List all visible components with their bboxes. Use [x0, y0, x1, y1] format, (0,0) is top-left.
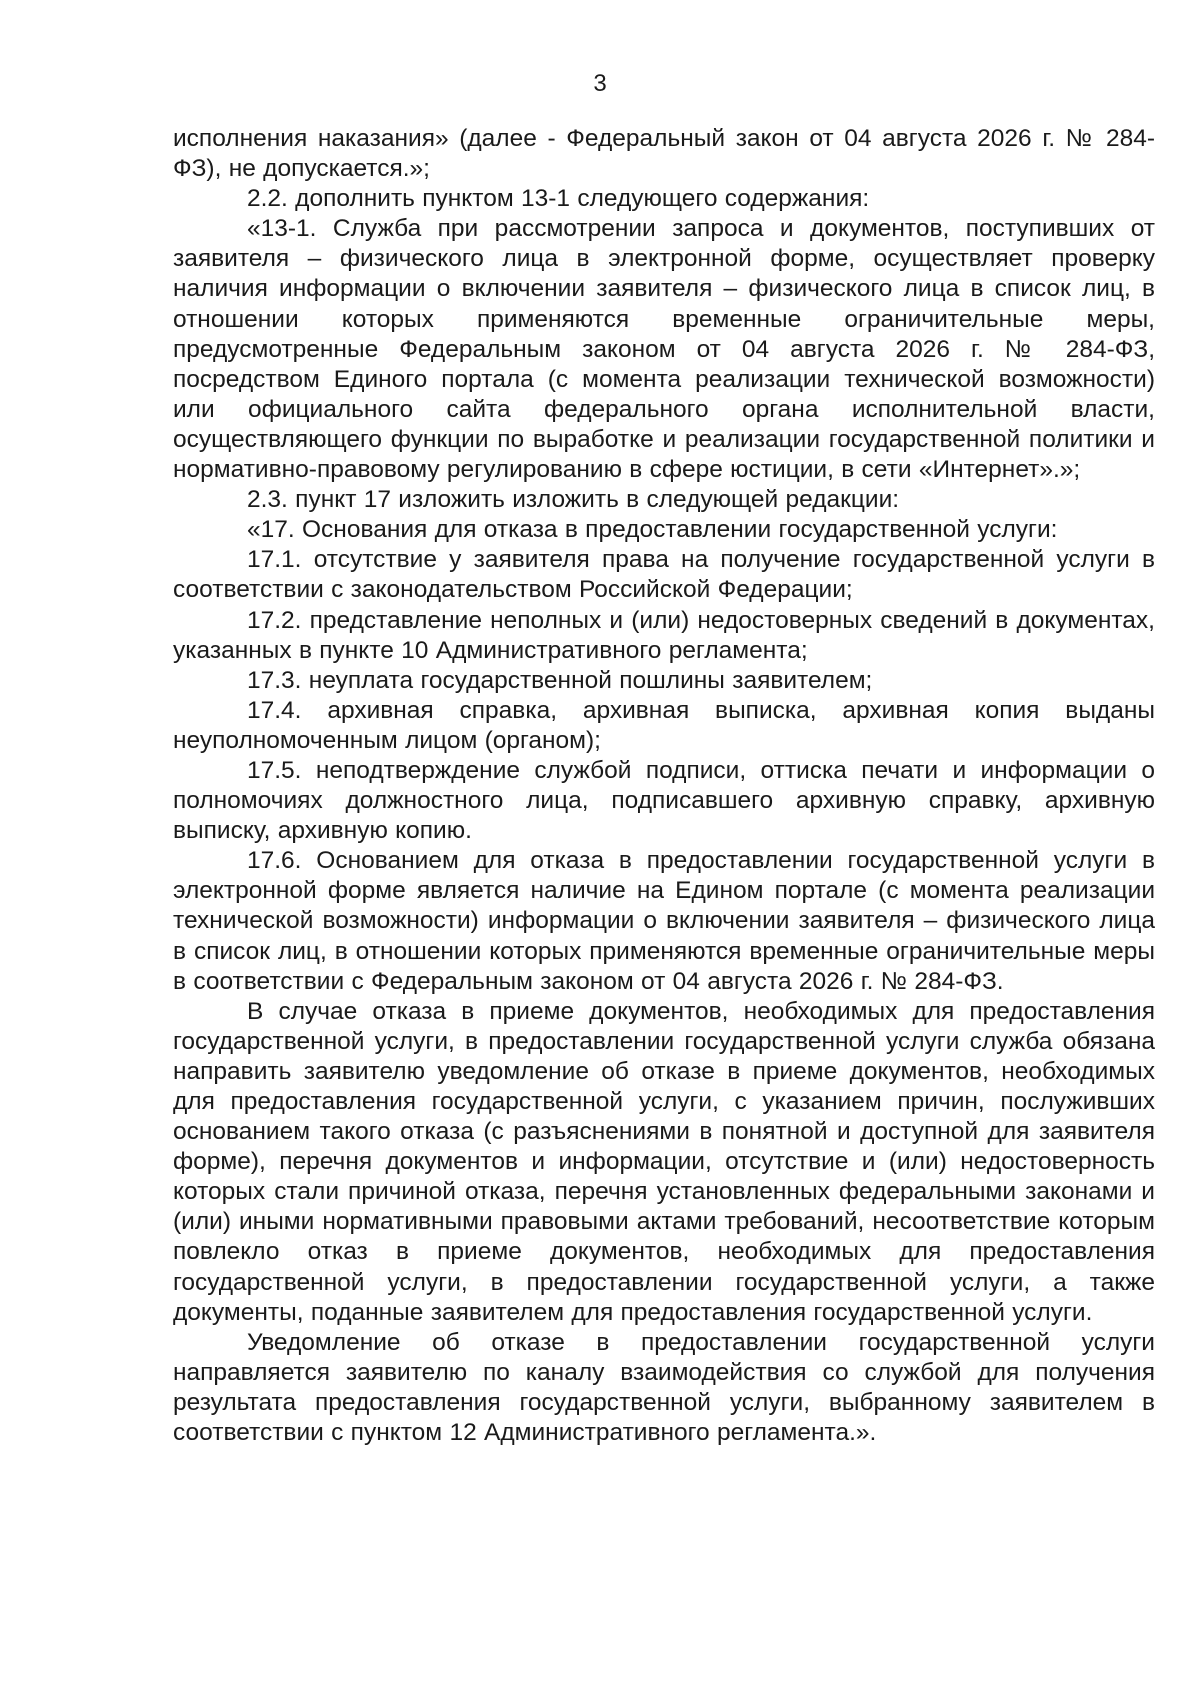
- paragraph: 17.4. архивная справка, архивная выписка, архивная копия выданы неуполномоченным лицом (органом);: [173, 696, 1155, 754]
- paragraph: «13-1. Служба при рассмотрении запроса и документов, поступивших от заявителя – физического лица в электронной форме, осуществляет проверку наличия информации о включении заявителя – физического лица в список лиц, в отношении которых применяются временные ограничительные меры, предусмотренные Федеральным законом от 04 августа 2026 г. № 284-ФЗ, посредством Единого портала (с момента реализации технической возможности) или официального сайта федерального органа исполнительной власти, осуществляющего функции по выработке и реализации государственной политики и нормативно-правовому регулированию в сфере юстиции, в сети «Интернет».»;: [173, 215, 1155, 484]
- paragraph: 2.2. дополнить пунктом 13-1 следующего содержания:: [247, 185, 870, 213]
- paragraph: исполнения наказания» (далее - Федеральный закон от 04 августа 2026 г. № 284-ФЗ), не допускается.»;: [173, 125, 1155, 183]
- paragraph: 2.3. пункт 17 изложить изложить в следующей редакции:: [247, 486, 900, 514]
- paragraph: 17.2. представление неполных и (или) недостоверных сведений в документах, указанных в пункте 10 Административного регламента;: [173, 606, 1155, 664]
- page-number: 3: [593, 70, 607, 97]
- paragraph: «17. Основания для отказа в предоставлении государственной услуги:: [247, 516, 1058, 544]
- paragraph: 17.1. отсутствие у заявителя права на получение государственной услуги в соответствии с законодательством Российской Федерации;: [173, 546, 1155, 604]
- document-body: [173, 124, 1155, 1448]
- paragraph: 17.6. Основанием для отказа в предоставлении государственной услуги в электронной форме является наличие на Едином портале (с момента реализации технической возможности) информации о включении заявителя – физического лица в список лиц, в отношении которых применяются временные ограничительные меры в соответствии с Федеральным законом от 04 августа 2026 г. № 284-ФЗ.: [173, 847, 1155, 995]
- paragraph: 17.3. неуплата государственной пошлины заявителем;: [247, 666, 873, 694]
- paragraph: Уведомление об отказе в предоставлении государственной услуги направляется заявителю по каналу взаимодействия со службой для получения результата предоставления государственной услуги, выбранному заявителем в соответствии с пунктом 12 Административного регламента.».: [173, 1328, 1155, 1447]
- paragraph: В случае отказа в приеме документов, необходимых для предоставления государственной услуги, в предоставлении государственной услуги служба обязана направить заявителю уведомление об отказе в приеме документов, необходимых для предоставления государственной услуги, с указанием причин, послуживших основанием такого отказа (с разъяснениями в понятной и доступной для заявителя форме), перечня документов и информации, отсутствие и (или) недостоверность которых стали причиной отказа, перечня установленных федеральными законами и (или) иными нормативными правовыми актами требований, несоответствие которым повлекло отказ в приеме документов, необходимых для предоставления государственной услуги, в предоставлении государственной услуги, а также документы, поданные заявителем для предоставления государственной услуги.: [173, 997, 1155, 1326]
- paragraph: 17.5. неподтверждение службой подписи, оттиска печати и информации о полномочиях должностного лица, подписавшего архивную справку, архивную выписку, архивную копию.: [173, 756, 1155, 845]
